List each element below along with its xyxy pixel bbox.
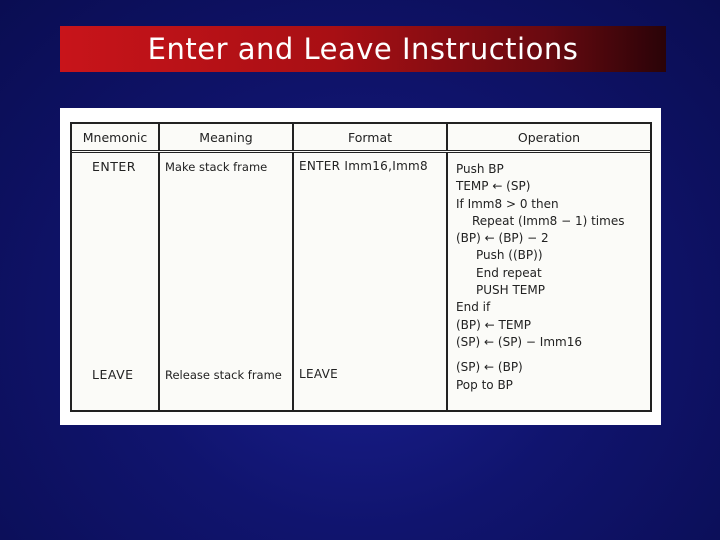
slide-title-bar [60, 26, 666, 72]
operation-list [456, 161, 624, 394]
op-line: (BP) ← (BP) − 2 [456, 231, 549, 246]
meaning-cell [159, 152, 293, 411]
op-line: (SP) ← (SP) − Imm16 [456, 334, 582, 349]
enter-meaning: Make stack frame [165, 160, 268, 174]
enter-format: ENTER Imm16,Imm8 [299, 159, 428, 173]
op-line: Push BP [456, 162, 504, 176]
op-line: TEMP ← (SP) [456, 179, 531, 194]
operation-cell [447, 152, 650, 411]
leave-meaning: Release stack frame [165, 368, 282, 382]
leave-mnemonic: LEAVE [92, 367, 134, 382]
op-line: (SP) ← (BP) [456, 360, 523, 375]
leave-format: LEAVE [299, 367, 338, 381]
header-format: Format [293, 124, 447, 152]
scanned-table-image [60, 108, 661, 425]
header-mnemonic: Mnemonic [72, 124, 159, 152]
header-operation: Operation [447, 124, 650, 152]
op-line: PUSH TEMP [476, 283, 545, 298]
op-line: End repeat [476, 265, 542, 280]
table-body-row [72, 152, 650, 411]
op-line: Repeat (Imm8 − 1) times [472, 213, 625, 228]
slide-title: Enter and Leave Instructions [147, 32, 579, 66]
mnemonic-cell [72, 152, 159, 411]
op-line: (BP) ← TEMP [456, 317, 532, 332]
op-line: If Imm8 > 0 then [456, 196, 559, 211]
op-line: Push ((BP)) [476, 248, 543, 263]
header-meaning: Meaning [159, 124, 293, 152]
op-line: End if [456, 300, 491, 315]
instruction-table [70, 122, 652, 412]
enter-mnemonic: ENTER [92, 159, 136, 174]
op-line: Pop to BP [456, 377, 513, 392]
table-header-row [72, 124, 650, 152]
format-cell [293, 152, 447, 411]
